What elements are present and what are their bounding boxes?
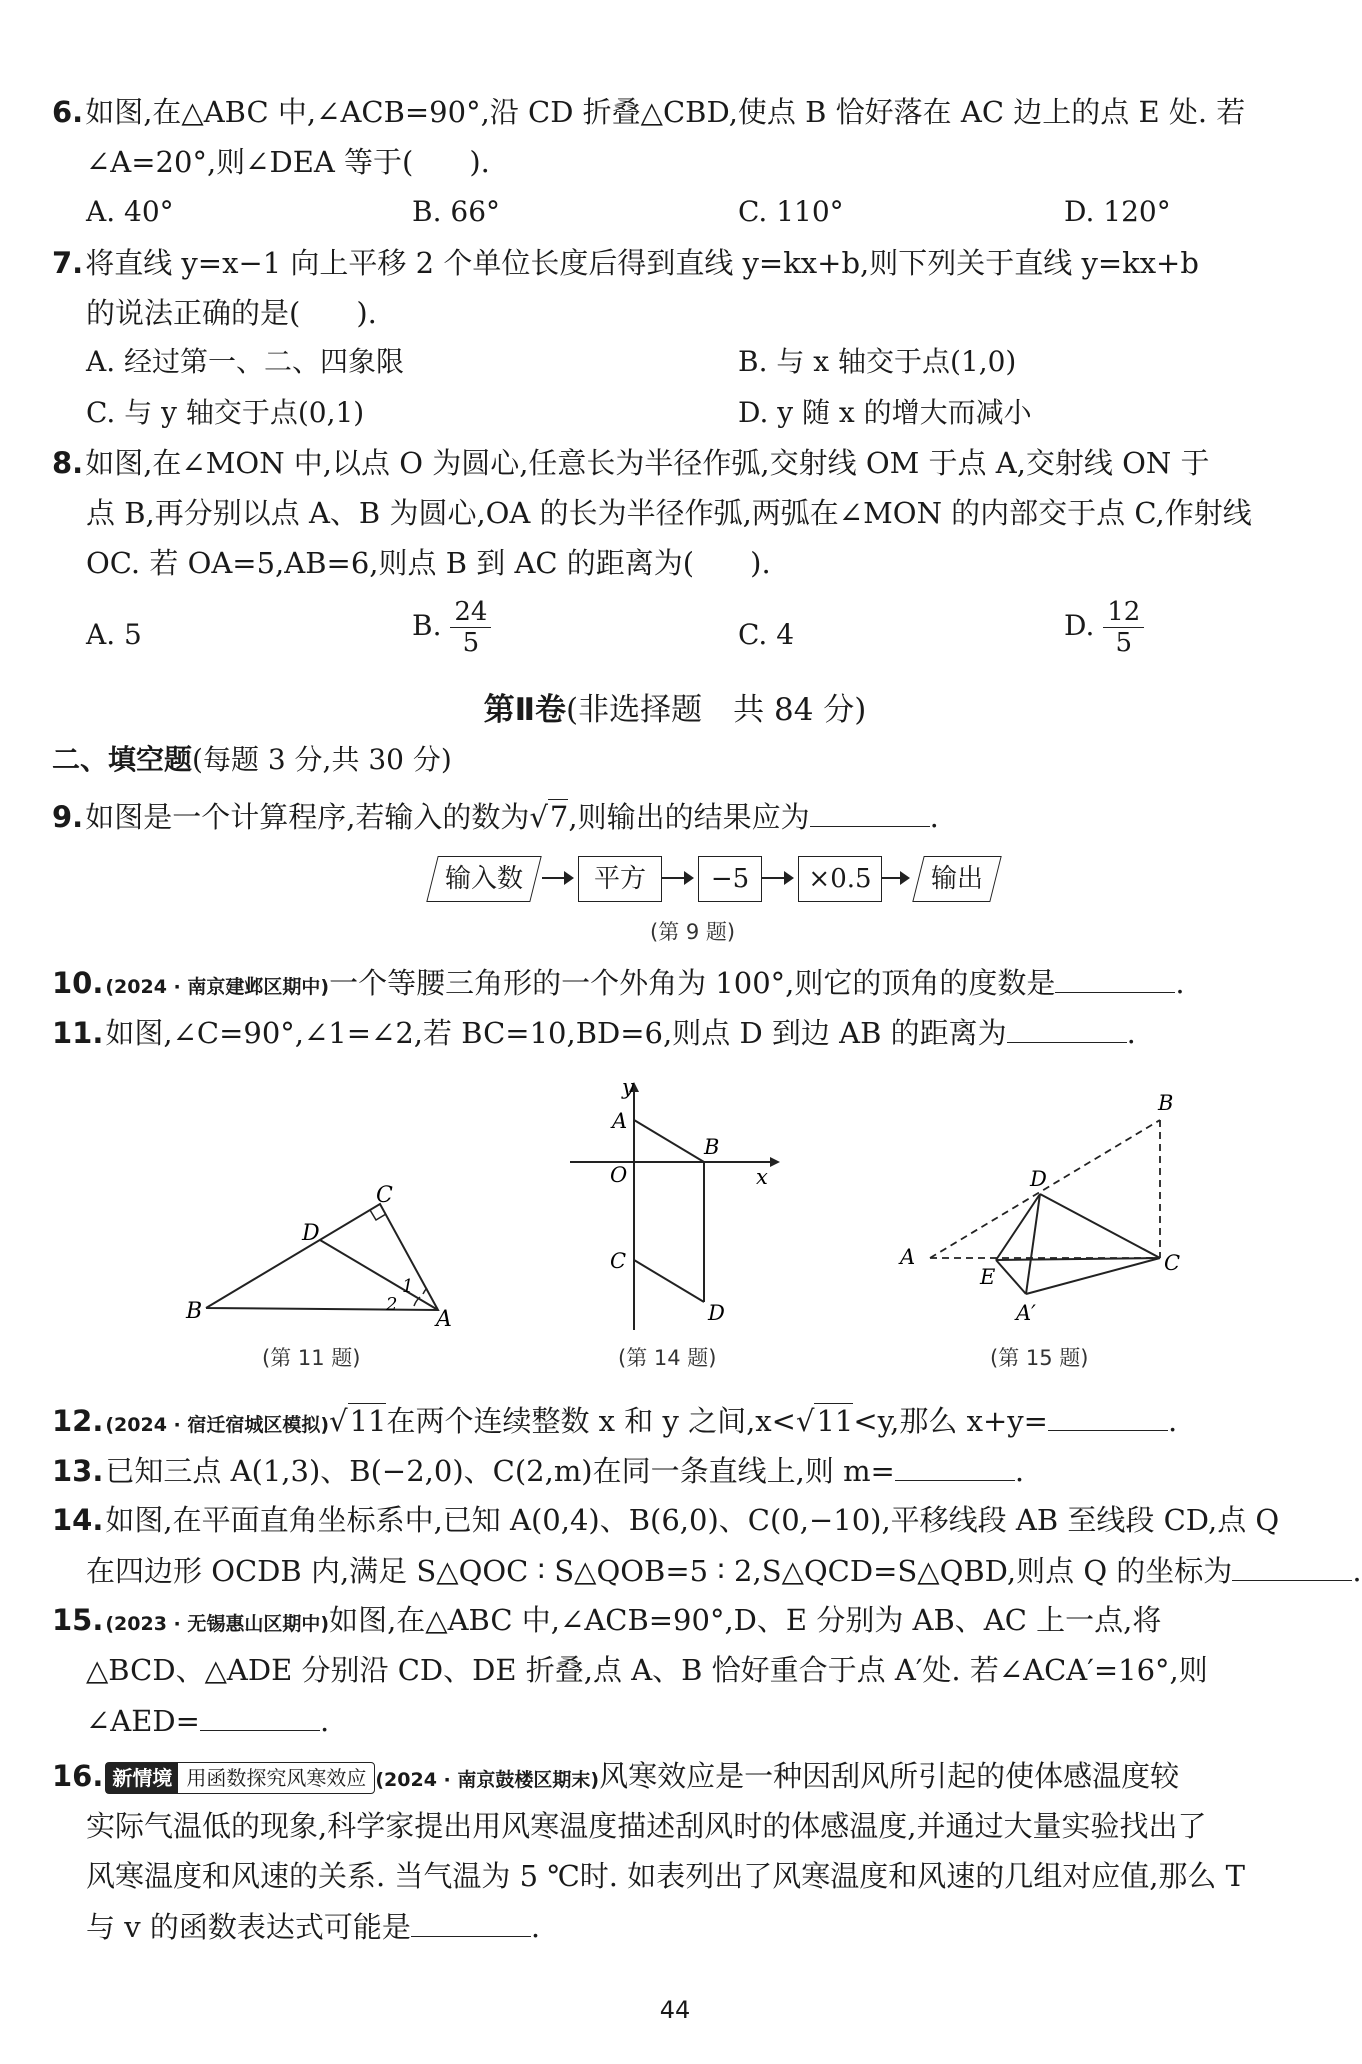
q7-end: ). xyxy=(356,296,377,330)
section2-title: 二、填空题 xyxy=(52,743,193,776)
q8-number: 8. xyxy=(52,446,84,480)
q8-option-d-fraction xyxy=(1103,597,1144,658)
q9-end: . xyxy=(929,800,939,834)
q10-text: 一个等腰三角形的一个外角为 100°,则它的顶角的度数是 xyxy=(329,966,1056,1000)
q15-line2: △BCD、△ADE 分别沿 CD、DE 折叠,点 A、B 恰好重合于点 A′处. 若∠ACA′=16°,则 xyxy=(86,1653,1208,1687)
q9-caption: (第 9 题) xyxy=(650,920,736,944)
flow-input xyxy=(426,856,541,902)
q11-line xyxy=(52,1012,1320,1053)
flow-arrow xyxy=(762,877,792,879)
q6-option-c[interactable]: C. 110° xyxy=(738,195,844,228)
q14-text2: 在四边形 OCDB 内,满足 S△QOC ∶ S△QOB=5 ∶ 2,S△QCD=S△QBD,则点 Q 的坐标为 xyxy=(86,1554,1233,1588)
q16-line4 xyxy=(86,1906,1320,1947)
q14-line2 xyxy=(86,1550,1362,1591)
segment-ab xyxy=(634,1120,704,1162)
label-c: C xyxy=(1164,1251,1181,1275)
q6-text: 如图,在△ABC 中,∠ACB=90°,沿 CD 折叠△CBD,使点 B 恰好落在 AC 边上的点 E 处. 若 xyxy=(85,95,1246,129)
tag-topic: 用函数探究风寒效应 xyxy=(186,1766,367,1790)
flow-minus5: −5 xyxy=(698,856,762,902)
q15-end: . xyxy=(319,1704,330,1738)
q11-end: . xyxy=(1126,1016,1136,1050)
answer-blank[interactable] xyxy=(810,796,930,827)
q12-radicand2: 11 xyxy=(816,1404,854,1438)
q14-text: 如图,在平面直角坐标系中,已知 A(0,4)、B(6,0)、C(0,−10),平移线段 AB 至线段 CD,点 Q xyxy=(105,1503,1280,1537)
label-b: B xyxy=(1158,1091,1174,1115)
label-o: O xyxy=(610,1163,628,1187)
segment-de xyxy=(996,1194,1040,1260)
q8-option-d[interactable] xyxy=(1064,597,1144,658)
q7-line2 xyxy=(86,293,1320,333)
q7-text2: 的说法正确的是( xyxy=(86,296,301,330)
q12-number: 12. xyxy=(52,1404,104,1438)
q8-option-d-label: D. xyxy=(1064,609,1095,642)
label-b: B xyxy=(186,1299,203,1324)
q12-text2: <y,那么 x+y= xyxy=(853,1404,1048,1438)
section2-subtitle: (每题 3 分,共 30 分) xyxy=(192,743,452,776)
flow-input-label: 输入数 xyxy=(444,864,523,894)
q6-number: 6. xyxy=(52,95,84,129)
part2-heading xyxy=(0,688,1350,732)
q8-text: 如图,在∠MON 中,以点 O 为圆心,任意长为半径作弧,交射线 OM 于点 A,交射线 ON 于 xyxy=(85,446,1210,480)
answer-blank[interactable] xyxy=(200,1700,320,1731)
segment-ea-prime xyxy=(996,1260,1026,1294)
q14-line1 xyxy=(52,1500,1320,1540)
q12-end: . xyxy=(1167,1404,1178,1438)
flow-square: 平方 xyxy=(578,856,662,902)
q16-line2: 实际气温低的现象,科学家提出用风寒温度描述刮风时的体感温度,并通过大量实验找出了 xyxy=(86,1809,1207,1843)
q11-text: 如图,∠C=90°,∠1=∠2,若 BC=10,BD=6,则点 D 到边 AB 的距离为 xyxy=(105,1016,1007,1050)
flow-arrow xyxy=(882,877,908,879)
q13-number: 13. xyxy=(52,1454,104,1488)
q16-source: (2024 · 南京鼓楼区期末) xyxy=(375,1769,600,1791)
section2-heading xyxy=(52,740,452,780)
flow-arrow xyxy=(662,877,692,879)
q7-line1 xyxy=(52,243,1320,283)
q14-number: 14. xyxy=(52,1503,104,1537)
q9-text: 如图是一个计算程序,若输入的数为 xyxy=(85,800,530,834)
q8-option-a[interactable]: A. 5 xyxy=(86,618,142,651)
label-a: A xyxy=(900,1245,916,1269)
q15-text: 如图,在△ABC 中,∠ACB=90°,D、E 分别为 AB、AC 上一点,将 xyxy=(329,1603,1162,1637)
q6-line2 xyxy=(86,142,1320,182)
sqrt-symbol: √ xyxy=(329,1404,348,1438)
q9-line xyxy=(52,796,1320,837)
q10-end: . xyxy=(1175,966,1185,1000)
q8-option-c[interactable]: C. 4 xyxy=(738,618,795,651)
q16-end: . xyxy=(530,1910,541,1944)
q14-end: . xyxy=(1352,1554,1362,1588)
flow-output xyxy=(912,856,1001,902)
fig11-caption: (第 11 题) xyxy=(262,1346,361,1370)
q12-radicand: 11 xyxy=(349,1404,387,1438)
q8-line2: 点 B,再分别以点 A、B 为圆心,OA 的长为半径作弧,两弧在∠MON 的内部交于点 C,作射线 xyxy=(86,496,1252,530)
segment-dc xyxy=(1040,1194,1160,1258)
numerator: 12 xyxy=(1103,597,1144,628)
q15-source: (2023 · 无锡惠山区期中) xyxy=(105,1613,330,1635)
q6-line1 xyxy=(52,92,1320,132)
tag-label: 新情境 xyxy=(106,1763,178,1793)
q6-option-d[interactable]: D. 120° xyxy=(1064,195,1171,228)
label-x: x xyxy=(756,1165,768,1189)
label-angle-1: 1 xyxy=(402,1276,414,1297)
fig14-caption: (第 14 题) xyxy=(618,1346,717,1370)
q9-number: 9. xyxy=(52,800,84,834)
q13-end: . xyxy=(1014,1454,1025,1488)
q8-end: ). xyxy=(750,546,771,580)
figure-11 xyxy=(180,1180,460,1340)
q7-option-c[interactable]: C. 与 y 轴交于点(0,1) xyxy=(86,396,365,429)
label-b: B xyxy=(704,1135,720,1159)
answer-blank[interactable] xyxy=(1232,1550,1352,1581)
q8-text3: OC. 若 OA=5,AB=6,则点 B 到 AC 的距离为( xyxy=(86,546,695,580)
label-d: D xyxy=(708,1301,725,1325)
q8-option-b[interactable] xyxy=(412,597,491,658)
answer-blank[interactable] xyxy=(895,1450,1015,1481)
q8-line1 xyxy=(52,443,1320,483)
label-c: C xyxy=(376,1183,393,1208)
flow-times: ×0.5 xyxy=(798,856,882,902)
label-c: C xyxy=(610,1249,627,1273)
segment-cd xyxy=(634,1260,704,1302)
q9-radicand: 7 xyxy=(549,800,569,834)
flow-arrow xyxy=(542,877,572,879)
q12-text: 在两个连续整数 x 和 y 之间,x< xyxy=(386,1404,796,1438)
part2-subtitle: (非选择题 共 84 分) xyxy=(566,692,867,728)
label-a-prime: A′ xyxy=(1016,1301,1036,1325)
sqrt-symbol: √ xyxy=(529,800,548,834)
q7-option-d[interactable]: D. y 随 x 的增大而减小 xyxy=(738,396,1032,429)
q15-line1 xyxy=(52,1600,1320,1644)
q16-text4: 与 v 的函数表达式可能是 xyxy=(86,1910,411,1944)
q13-line xyxy=(52,1450,1320,1491)
q13-text: 已知三点 A(1,3)、B(−2,0)、C(2,m)在同一条直线上,则 m= xyxy=(105,1454,895,1488)
q6-option-b[interactable]: B. 66° xyxy=(412,195,501,228)
x-arrow xyxy=(770,1157,780,1167)
q6-text2: ∠A=20°,则∠DEA 等于( xyxy=(86,145,414,179)
q12-source: (2024 · 宿迁宿城区模拟) xyxy=(105,1414,330,1436)
q7-number: 7. xyxy=(52,246,84,280)
answer-blank[interactable] xyxy=(1055,962,1175,993)
q16-number: 16. xyxy=(52,1759,104,1793)
denominator: 5 xyxy=(1115,628,1133,658)
q15-line3 xyxy=(86,1700,1320,1741)
q7-option-a[interactable]: A. 经过第一、二、四象限 xyxy=(86,345,405,378)
part2-title: 第Ⅱ卷 xyxy=(483,692,567,728)
q7-option-b[interactable]: B. 与 x 轴交于点(1,0) xyxy=(738,345,1017,378)
sqrt-symbol: √ xyxy=(795,1404,815,1438)
q10-line xyxy=(52,962,1320,1007)
figure-15 xyxy=(890,1090,1210,1340)
label-a: A xyxy=(612,1109,628,1133)
label-a: A xyxy=(436,1307,452,1332)
q9-text-after: ,则输出的结果应为 xyxy=(568,800,810,834)
label-angle-2: 2 xyxy=(386,1294,398,1315)
q15-number: 15. xyxy=(52,1603,104,1637)
q10-source: (2024 · 南京建邺区期中) xyxy=(105,976,330,998)
page-number: 44 xyxy=(659,1996,691,2024)
answer-blank[interactable] xyxy=(1048,1400,1168,1431)
label-d: D xyxy=(302,1221,320,1246)
q8-option-b-label: B. xyxy=(412,609,442,642)
q8-option-b-fraction xyxy=(450,597,491,658)
q16-text: 风寒效应是一种因刮风所引起的使体感温度较 xyxy=(599,1759,1180,1793)
answer-blank[interactable] xyxy=(411,1906,531,1937)
flow-output-label: 输出 xyxy=(930,864,983,894)
segment-ad xyxy=(320,1240,438,1310)
numerator: 24 xyxy=(450,597,491,628)
label-d: D xyxy=(1030,1167,1047,1191)
angle-1-arc xyxy=(423,1288,427,1294)
q6-option-a[interactable]: A. 40° xyxy=(86,195,174,228)
q6-end: ). xyxy=(469,145,490,179)
segment-a-prime-c xyxy=(1026,1258,1160,1294)
q16-line3: 风寒温度和风速的关系. 当气温为 5 ℃时. 如表列出了风寒温度和风速的几组对应值,那么 T xyxy=(86,1859,1245,1893)
fig15-caption: (第 15 题) xyxy=(990,1346,1089,1370)
segment-da-prime xyxy=(1026,1194,1040,1294)
label-e: E xyxy=(980,1265,996,1289)
q16-line1 xyxy=(52,1756,1320,1800)
q8-line3 xyxy=(86,543,1320,583)
denominator: 5 xyxy=(462,628,480,658)
q11-number: 11. xyxy=(52,1016,104,1050)
q15-text3: ∠AED= xyxy=(86,1704,200,1738)
q12-line xyxy=(52,1400,1320,1445)
new-context-tag xyxy=(105,1762,375,1794)
figure-14 xyxy=(560,1070,790,1340)
label-y: y xyxy=(622,1075,634,1099)
q10-number: 10. xyxy=(52,966,104,1000)
answer-blank[interactable] xyxy=(1007,1012,1127,1043)
q7-text: 将直线 y=x−1 向上平移 2 个单位长度后得到直线 y=kx+b,则下列关于直线 y=kx+b xyxy=(85,246,1199,280)
